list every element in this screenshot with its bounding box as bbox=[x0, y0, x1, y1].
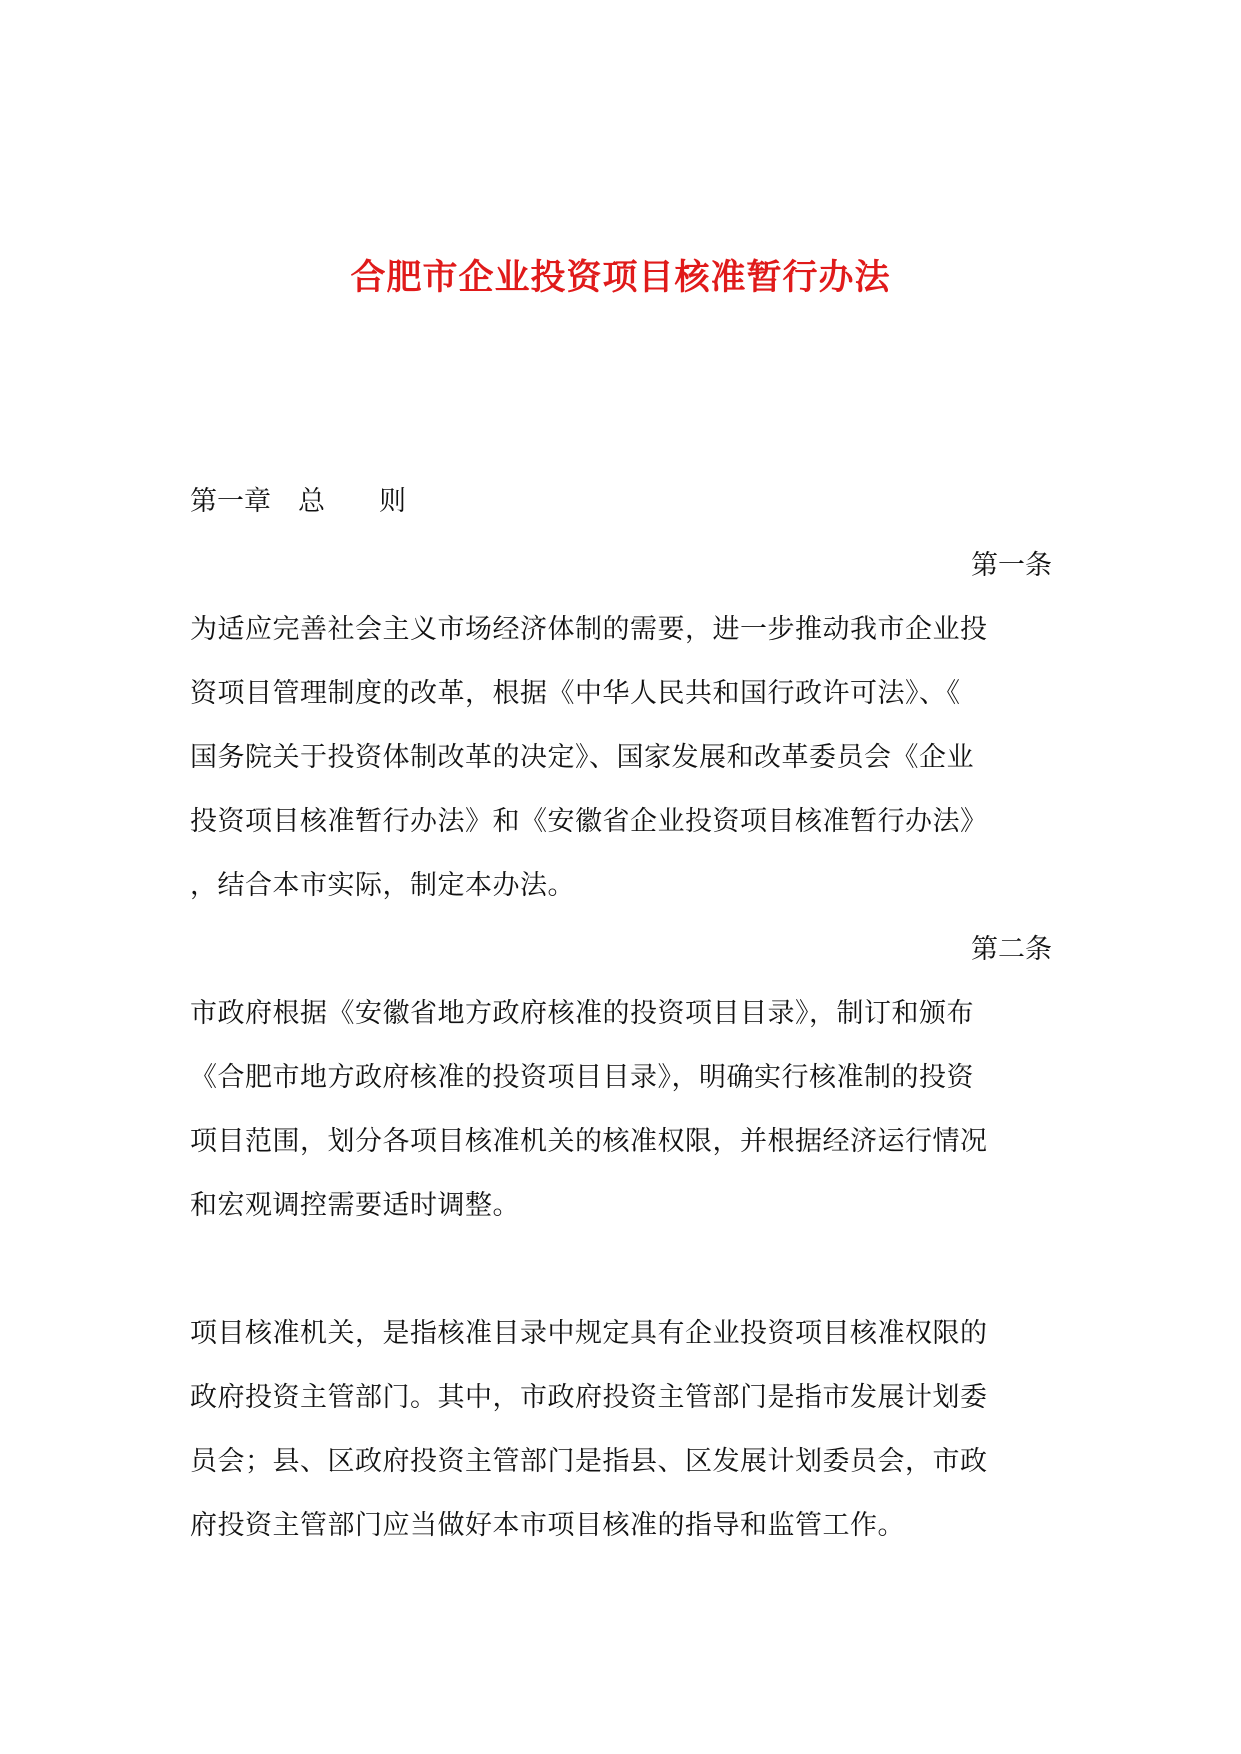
article-3-line: 员会；县、区政府投资主管部门是指县、区发展计划委员会，市政 bbox=[190, 1446, 988, 1477]
article-2-line: 《合肥市地方政府核准的投资项目目录》，明确实行核准制的投资 bbox=[190, 1062, 974, 1093]
article-1-heading: 第一条 bbox=[971, 550, 1052, 581]
article-1-line: 为适应完善社会主义市场经济体制的需要，进一步推动我市企业投 bbox=[190, 614, 988, 645]
article-3-body bbox=[190, 1302, 1052, 1558]
article-2-line: 和宏观调控需要适时调整。 bbox=[190, 1190, 520, 1221]
article-2-line: 市政府根据《安徽省地方政府核准的投资项目目录》，制订和颁布 bbox=[190, 998, 974, 1029]
article-2-body bbox=[190, 982, 1052, 1238]
article-2-line: 项目范围，划分各项目核准机关的核准权限，并根据经济运行情况 bbox=[190, 1126, 988, 1157]
article-1-body bbox=[190, 598, 1052, 918]
article-1-line: ，结合本市实际，制定本办法。 bbox=[190, 870, 575, 901]
chapter-heading: 第一章 总 则 bbox=[190, 486, 406, 517]
article-2-heading: 第二条 bbox=[971, 934, 1052, 965]
article-3-line: 府投资主管部门应当做好本市项目核准的指导和监管工作。 bbox=[190, 1510, 905, 1541]
article-1-line: 国务院关于投资体制改革的决定》、国家发展和改革委员会《企业 bbox=[190, 742, 974, 773]
article-3-line: 政府投资主管部门。其中，市政府投资主管部门是指市发展计划委 bbox=[190, 1382, 988, 1413]
article-1-line: 资项目管理制度的改革，根据《中华人民共和国行政许可法》、《 bbox=[190, 678, 961, 709]
article-1-line: 投资项目核准暂行办法》和《安徽省企业投资项目核准暂行办法》 bbox=[190, 806, 988, 837]
document-title: 合肥市企业投资项目核准暂行办法 bbox=[350, 257, 891, 298]
article-3-line: 项目核准机关，是指核准目录中规定具有企业投资项目核准权限的 bbox=[190, 1318, 988, 1349]
